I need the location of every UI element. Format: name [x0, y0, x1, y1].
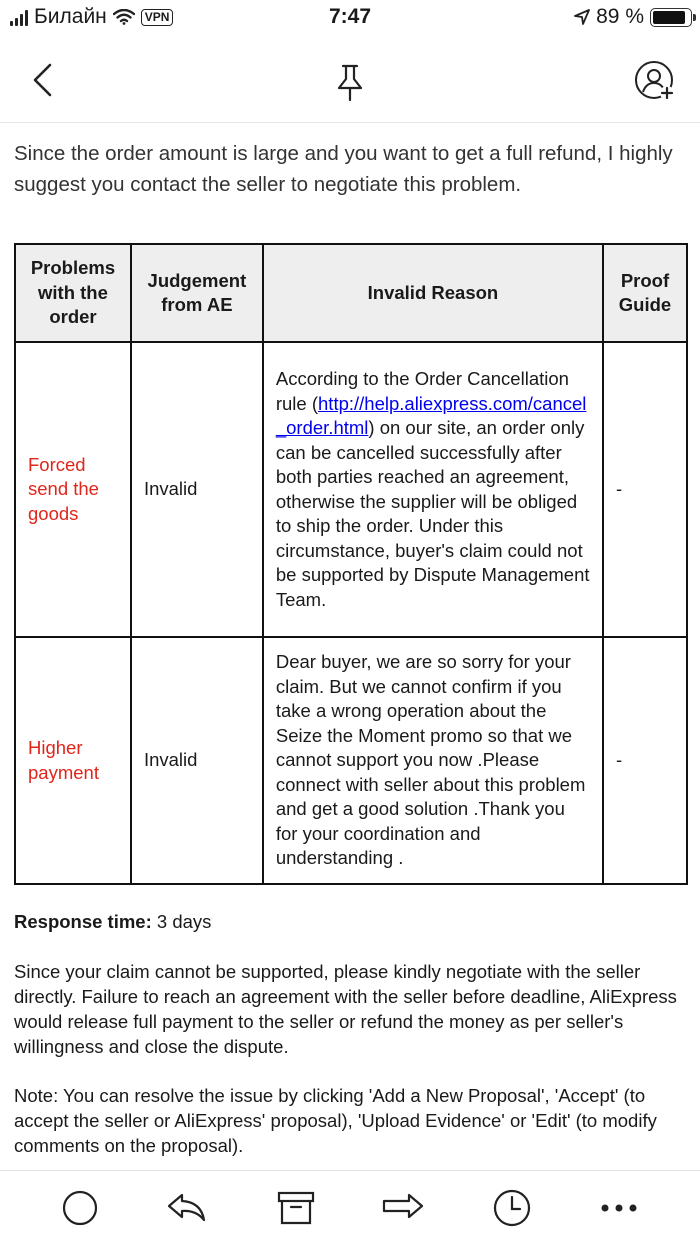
user-add-icon: [634, 60, 676, 102]
reason-text-start: According to the Order Cancellation rule (: [275, 368, 569, 414]
judgement-cell: Invalid: [131, 637, 263, 884]
reply-button[interactable]: [157, 1179, 217, 1237]
response-time-label: Response time:: [14, 911, 152, 932]
message-content: [14, 122, 686, 1158]
problems-table: [14, 243, 688, 885]
battery-icon: [650, 8, 692, 27]
header-judgement: Judgement from AE: [131, 244, 263, 342]
problem-cell: Forced send the goods: [15, 342, 131, 637]
archive-icon: [276, 1190, 316, 1226]
status-bar: [0, 0, 700, 36]
table-row: [15, 342, 687, 637]
carrier-name: Билайн: [34, 5, 107, 28]
nav-bar: [0, 36, 700, 123]
header-problems: Problems with the order: [15, 244, 131, 342]
problem-cell: Higher payment: [15, 637, 131, 884]
note-paragraph: Note: You can resolve the issue by clicking 'Add a New Proposal', 'Accept' (to accept the seller or AliExpress' proposal), 'Upload Evidence' or 'Edit' (to modify comments on the proposal).: [14, 1085, 657, 1156]
clock-icon: [492, 1188, 532, 1228]
back-button[interactable]: [28, 62, 56, 103]
pin-button[interactable]: [335, 62, 365, 107]
intro-text: Since the order amount is large and you want to get a full refund, I highly suggest you contact the seller to negotiate this problem.: [14, 142, 673, 196]
battery-level: [653, 11, 685, 24]
bottom-toolbar: [0, 1170, 700, 1245]
circle-icon: [60, 1188, 100, 1228]
proof-cell: -: [603, 342, 687, 637]
battery-percent: 89 %: [596, 5, 644, 28]
response-time: [14, 909, 686, 935]
vpn-badge: VPN: [141, 9, 174, 26]
more-button[interactable]: [589, 1179, 649, 1237]
forward-button[interactable]: [373, 1179, 433, 1237]
location-arrow-icon: [574, 9, 590, 25]
snooze-button[interactable]: [482, 1179, 542, 1237]
reason-text-end: ) on our site, an order only can be cancelled successfully after both parties reached an agreement, otherwise the supplier will be obliged to ship the order. Under this circumstance, buyer's claim could not be supported by Dispute Management Team.: [275, 417, 590, 610]
response-time-value: 3 days: [156, 911, 212, 932]
forward-icon: [381, 1192, 425, 1224]
judgement-cell: Invalid: [131, 342, 263, 637]
reply-icon: [166, 1192, 208, 1224]
claim-paragraph: Since your claim cannot be supported, please kindly negotiate with the seller directly. Failure to reach an agreement with the seller before deadline, AliExpress would release full payment to the seller or refund the money as per seller's willingness and close the dispute.: [14, 961, 677, 1057]
table-row: [15, 637, 687, 884]
add-contact-button[interactable]: [634, 60, 676, 107]
header-proof-guide: Proof Guide: [603, 244, 687, 342]
chevron-left-icon: [28, 62, 56, 98]
status-right: [574, 5, 692, 29]
mark-button[interactable]: [50, 1179, 110, 1237]
more-icon: [599, 1202, 639, 1214]
reason-cell: Dear buyer, we are so sorry for your claim. But we cannot confirm if you take a wrong operation about the Seize the Moment promo so that we cannot support you now .Please connect with seller about this problem and get a good solution .Thank you for your coordination and understanding .: [263, 637, 603, 884]
reason-cell: [263, 342, 603, 637]
table-header-row: [15, 244, 687, 342]
proof-cell: -: [603, 637, 687, 884]
status-time: 7:47: [328, 5, 372, 28]
archive-button[interactable]: [266, 1179, 326, 1237]
order-cancellation-link[interactable]: http://help.aliexpress.com/cancel_order.html: [275, 392, 587, 438]
header-invalid-reason: Invalid Reason: [263, 244, 603, 342]
pin-icon: [335, 62, 365, 102]
